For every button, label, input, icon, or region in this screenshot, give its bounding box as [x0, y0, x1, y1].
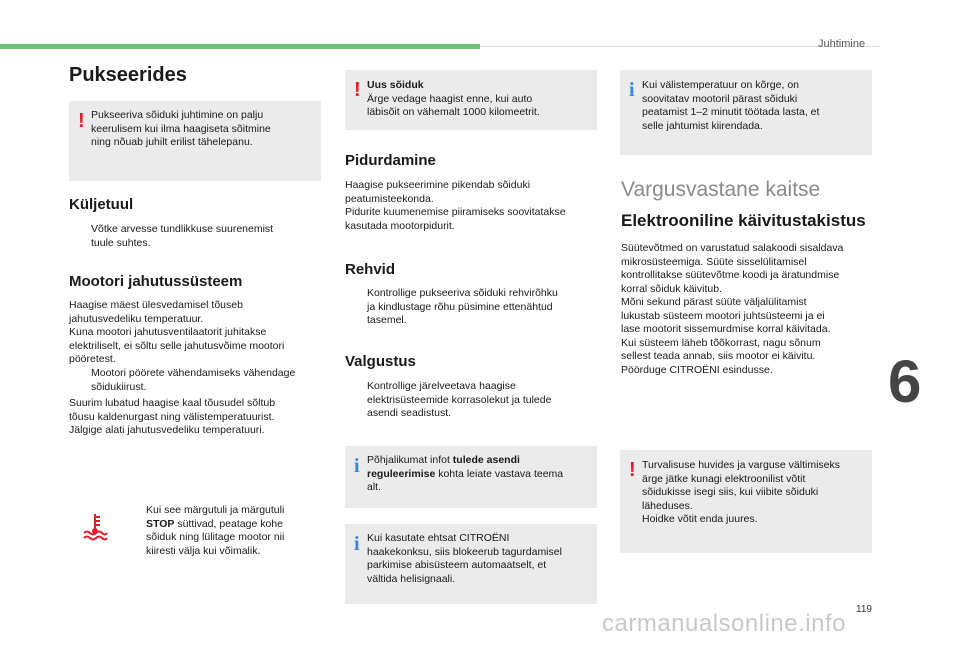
heading-valgustus: Valgustus: [345, 353, 416, 370]
heading-rehvid: Rehvid: [345, 261, 396, 278]
bullet-rehvid: Kontrollige pukseeriva sõiduki rehvirõhku ja kindlustage rõhu püsimine ettenähtud tasemel.: [367, 287, 558, 326]
page-title: Pukseerides: [69, 64, 187, 86]
heading-elektrooniline: Elektrooniline käivitustakistus: [621, 211, 866, 230]
info-text: Kui välistemperatuur on kõrge, on soovitatav mootoril pärast sõiduki peatamist 1–2 minutit töötada lasta, et selle jahtumist kiirendada.: [642, 79, 820, 132]
info-icon: i: [354, 455, 360, 477]
warning-icon: !: [629, 459, 636, 481]
heading-kuljetuul: Küljetuul: [69, 196, 134, 213]
warning-icon: !: [354, 79, 361, 101]
header-accent-bar: [0, 44, 480, 49]
bullet-lamp-stop: Kui see märgutuli ja märgutuli STOP süttivad, peatage kohe sõiduk ning lülitage mootor nii kiiresti välja kui võimalik.: [146, 504, 285, 557]
warning-box-key: [620, 450, 872, 553]
pidurdamine-para: Haagise pukseerimine pikendab sõiduki peatumisteekonda. Pidurite kuumenemise piiramiseks soovitatakse kasutada mootorpidurit.: [345, 179, 566, 232]
warning-icon: !: [78, 110, 85, 132]
immobiliser-para: Süütevõtmed on varustatud salakoodi sisaldava mikrosüsteemiga. Süüte sisselülitamisel kontrollitakse süütevõtme koodi ja äratundmise korral sõiduk käivitub. Mõni sekund pärast süüte väljalülitamist lukustab süsteem mootori juhtsüsteemi ja ei lase mootorit sissemurdmise korral käivitada. Kui süsteem läheb tõõkorrast, nagu sõnum sellest teada annab, siis mootor ei käivitu. Pöörduge CITROËNI esindusse.: [621, 242, 844, 376]
coolant-temperature-icon: [82, 512, 108, 542]
bullet-kuljetuul: Võtke arvesse tundlikkuse suurenemist tuule suhtes.: [91, 223, 274, 249]
info-icon: i: [354, 533, 360, 555]
chapter-number: 6: [888, 348, 922, 415]
stop-label: STOP: [146, 517, 175, 530]
page-number: 119: [856, 604, 872, 615]
warning-box-towing: [69, 101, 321, 181]
mootori-para-2: Suurim lubatud haagise kaal tõusudel sõltub tõusu kaldenurgast ning välistemperatuurist. Jälgige alati jahutusvedeliku temperatuuri.: [69, 397, 276, 436]
mootori-para-1: Haagise mäest ülesvedamisel tõuseb jahutusvedeliku temperatuur. Kuna mootori jahutusventilaatorit juhitakse elektriliselt, ei sõltu selle jahutusvõime mootori pööretest.: [69, 299, 285, 365]
watermark: carmanualsonline.info: [602, 610, 846, 637]
bullet-valgustus: Kontrollige järelveetava haagise elektrisüsteemide korrasolekut ja tulede asendi seadistust.: [367, 380, 552, 419]
info-icon: i: [629, 79, 635, 101]
warning-text: Turvalisuse huvides ja varguse vältimiseks ärge jätke kunagi elektroonilist võtit sõidukisse isegi siis, kui viibite sõiduki läheduses. Hoidke võtit enda juures.: [642, 459, 841, 525]
info-box-cooling: [620, 70, 872, 155]
warning-text: Pukseeriva sõiduki juhtimine on palju keerulisem kui ilma haagiseta sõitmine ning nõuab juhilt erilist tähelepanu.: [91, 109, 271, 148]
info-box-lights: [345, 446, 597, 508]
info-text: Põhjalikumat infot tulede asendi reguleerimise kohta leiate vastava teema alt.: [367, 454, 564, 493]
heading-pidurdamine: Pidurdamine: [345, 152, 436, 169]
warning-box-new-vehicle: [345, 70, 597, 130]
info-box-towbar: [345, 524, 597, 604]
heading-mootori: Mootori jahutussüsteem: [69, 273, 243, 290]
bullet-mootori: Mootori pöörete vähendamiseks vähendage sõidukiirust.: [91, 367, 296, 393]
info-text: Kui kasutate ehtsat CITROËNI haakekonksu, siis blokeerub tagurdamisel parkimise abisüsteem automaatselt, et vältida helisignaali.: [367, 532, 562, 585]
warning-text: Uus sõiduk Ärge vedage haagist enne, kui auto läbisõit on vähemalt 1000 kilomeetrit.: [367, 79, 540, 118]
heading-vargusvastane: Vargusvastane kaitse: [621, 178, 821, 201]
section-label: Juhtimine: [818, 38, 866, 50]
